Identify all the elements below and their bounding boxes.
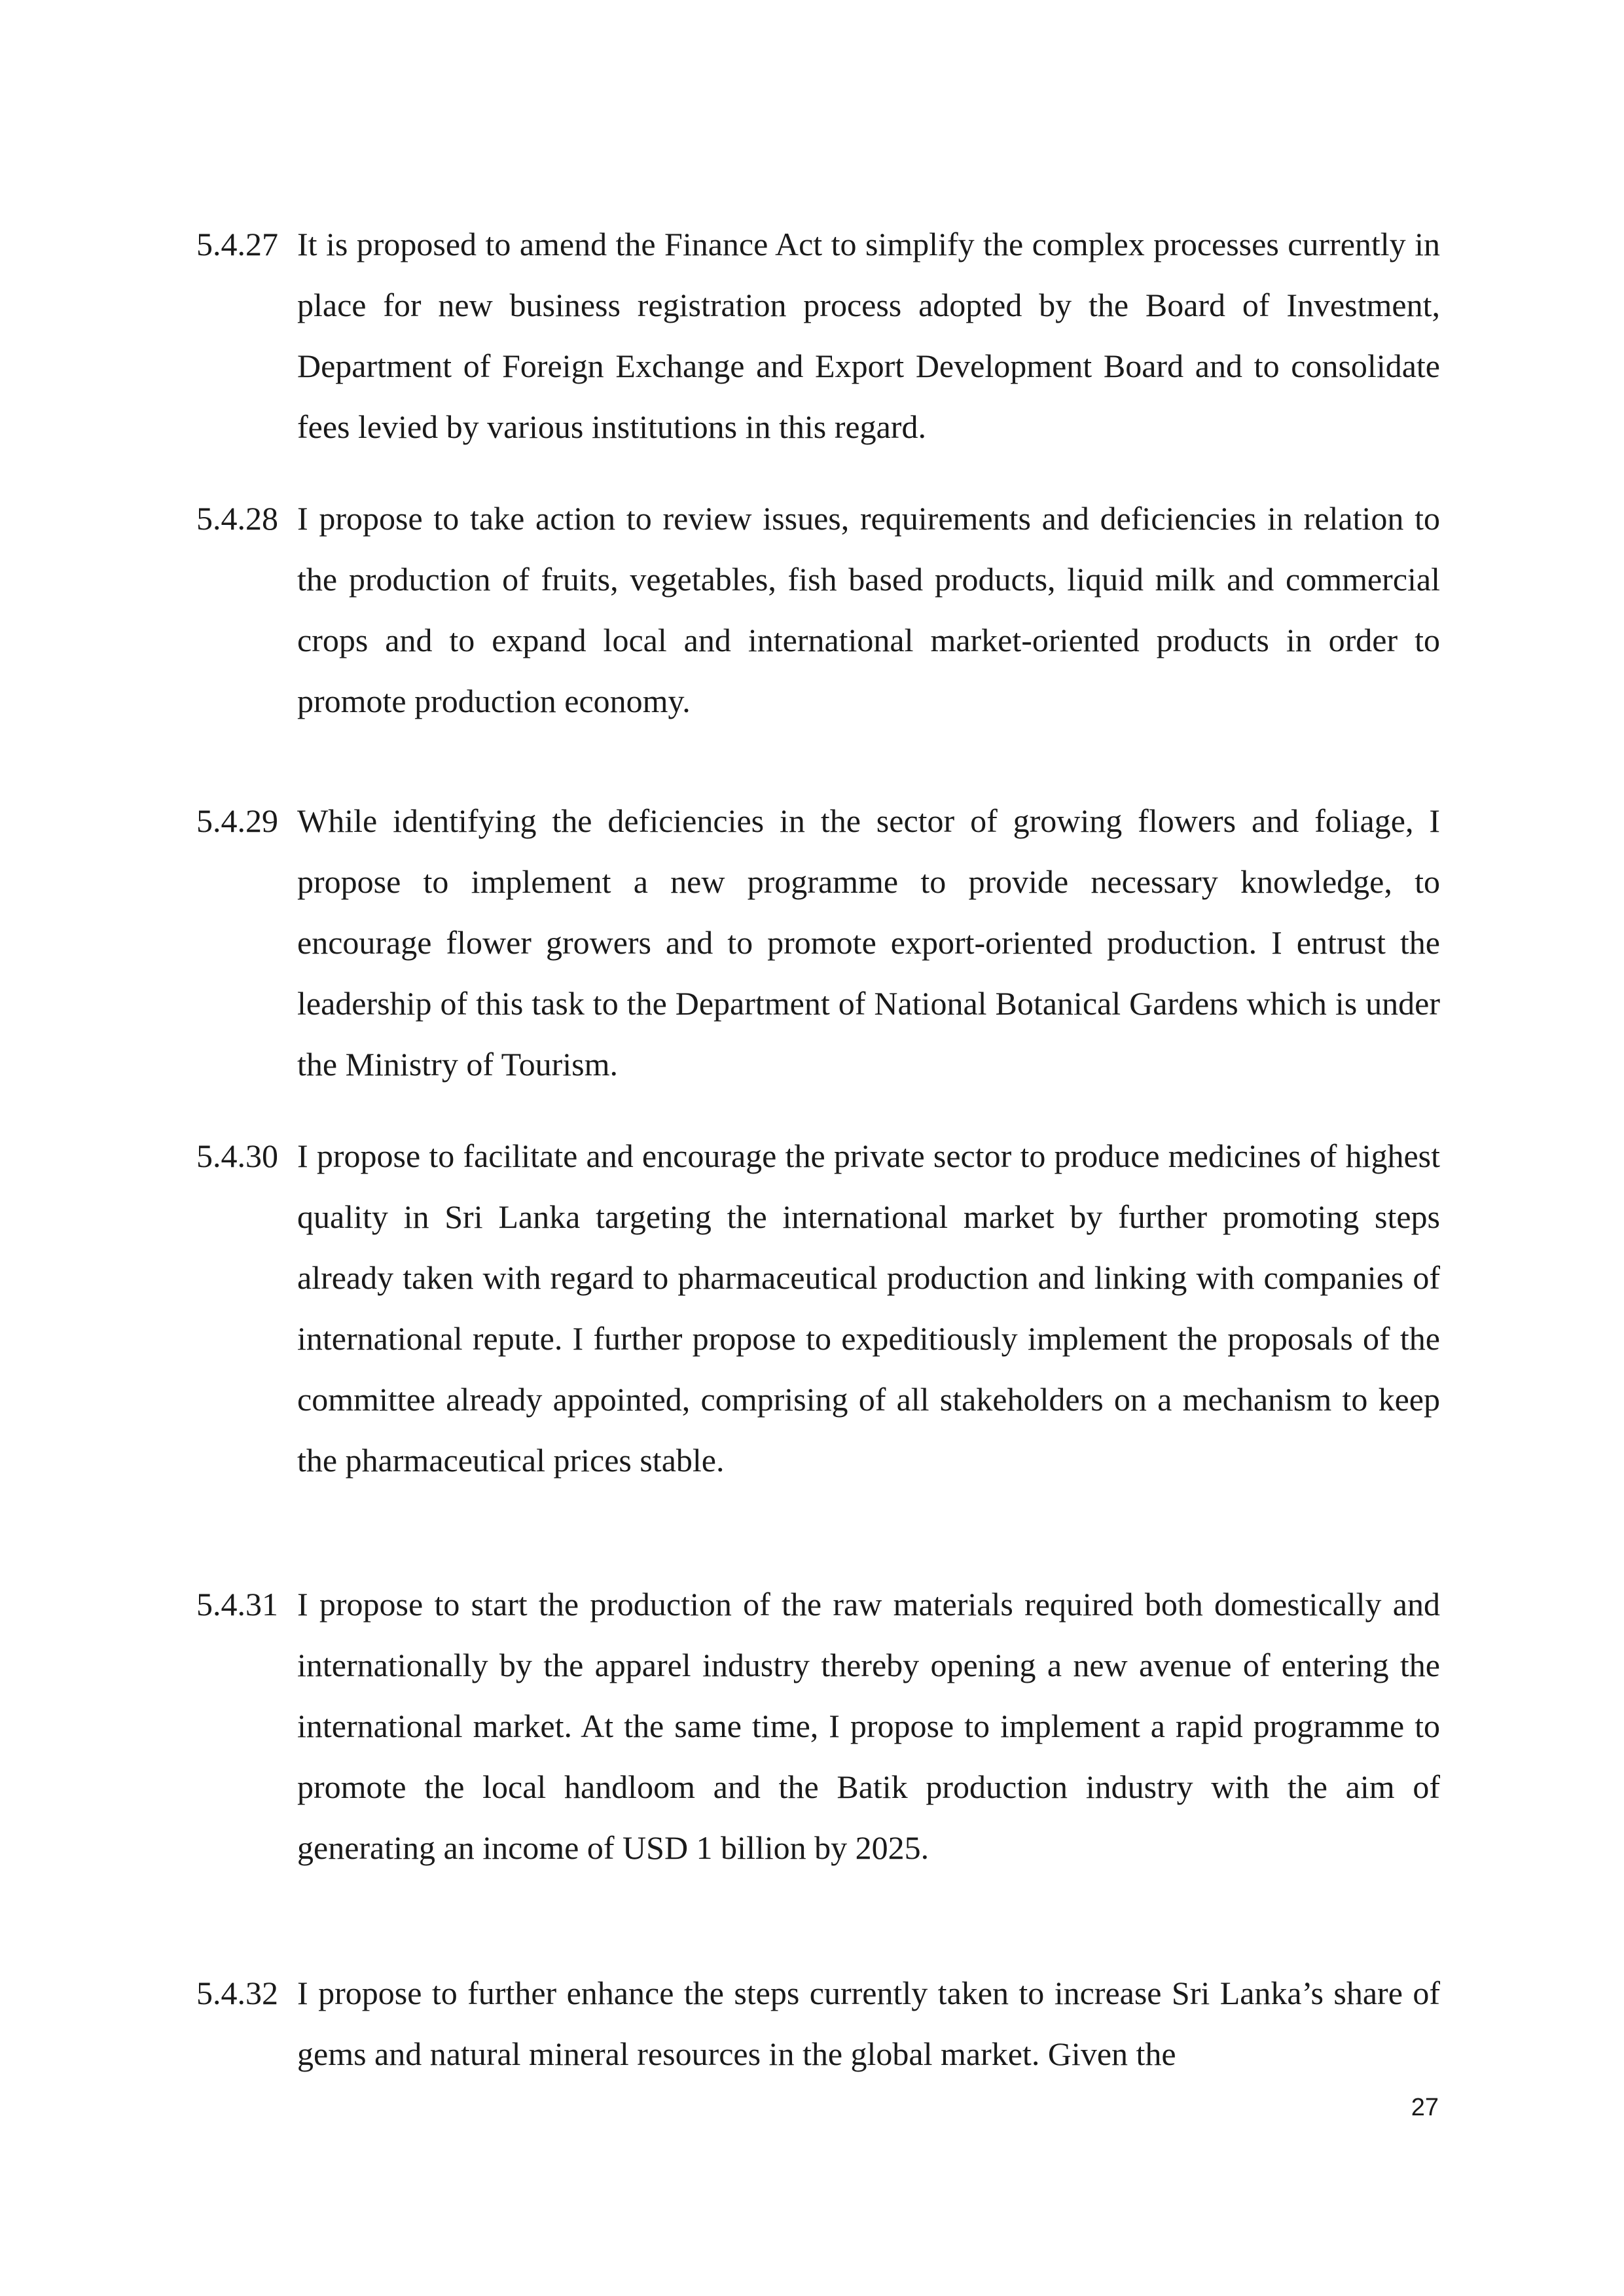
paragraph-5-4-31: [196, 1574, 1440, 1878]
paragraph-5-4-30: [196, 1126, 1440, 1491]
page-number: 27: [1411, 2094, 1439, 2121]
paragraph-5-4-29: [196, 791, 1440, 1095]
paragraph-5-4-28: [196, 488, 1440, 732]
paragraph-number: 5.4.31: [196, 1586, 278, 1623]
paragraph-text: I propose to facilitate and encourage the private sector to produce medicines of highest quality in Sri Lanka targeting the international market by further promoting steps already taken with regard to pharmaceutical production and linking with companies of international repute. I further propose to expeditiously implement the proposals of the committee already appointed, comprising of all stakeholders on a mechanism to keep the pharmaceutical prices stable.: [297, 1138, 1440, 1479]
paragraph-text: I propose to further enhance the steps currently taken to increase Sri Lanka’s share of gems and natural mineral resources in the global market. Given the: [297, 1975, 1440, 2072]
paragraph-number: 5.4.28: [196, 500, 278, 537]
paragraph-text: I propose to take action to review issues, requirements and deficiencies in relation to the production of fruits, vegetables, fish based products, liquid milk and commercial crops and to expand local and international market-oriented products in order to promote production economy.: [297, 500, 1440, 719]
paragraph-number: 5.4.29: [196, 802, 278, 839]
paragraph-5-4-27: [196, 214, 1440, 457]
paragraph-number: 5.4.32: [196, 1975, 278, 2011]
paragraph-5-4-32: [196, 1963, 1440, 2085]
paragraph-text: I propose to start the production of the raw materials required both domestically and internationally by the apparel industry thereby opening a new avenue of entering the international market. At the same time, I propose to implement a rapid programme to promote the local handloom and the Batik production industry with the aim of generating an income of USD 1 billion by 2025.: [297, 1586, 1440, 1866]
paragraph-text: It is proposed to amend the Finance Act to simplify the complex processes currently in place for new business registration process adopted by the Board of Investment, Department of Foreign Exchange and Export Development Board and to consolidate fees levied by various institutions in this regard.: [297, 226, 1440, 445]
paragraph-number: 5.4.30: [196, 1138, 278, 1174]
paragraph-number: 5.4.27: [196, 226, 278, 262]
paragraph-text: While identifying the deficiencies in the sector of growing flowers and foliage, I propose to implement a new programme to provide necessary knowledge, to encourage flower growers and to promote export-oriented production. I entrust the leadership of this task to the Department of National Botanical Gardens which is under the Ministry of Tourism.: [297, 802, 1440, 1083]
